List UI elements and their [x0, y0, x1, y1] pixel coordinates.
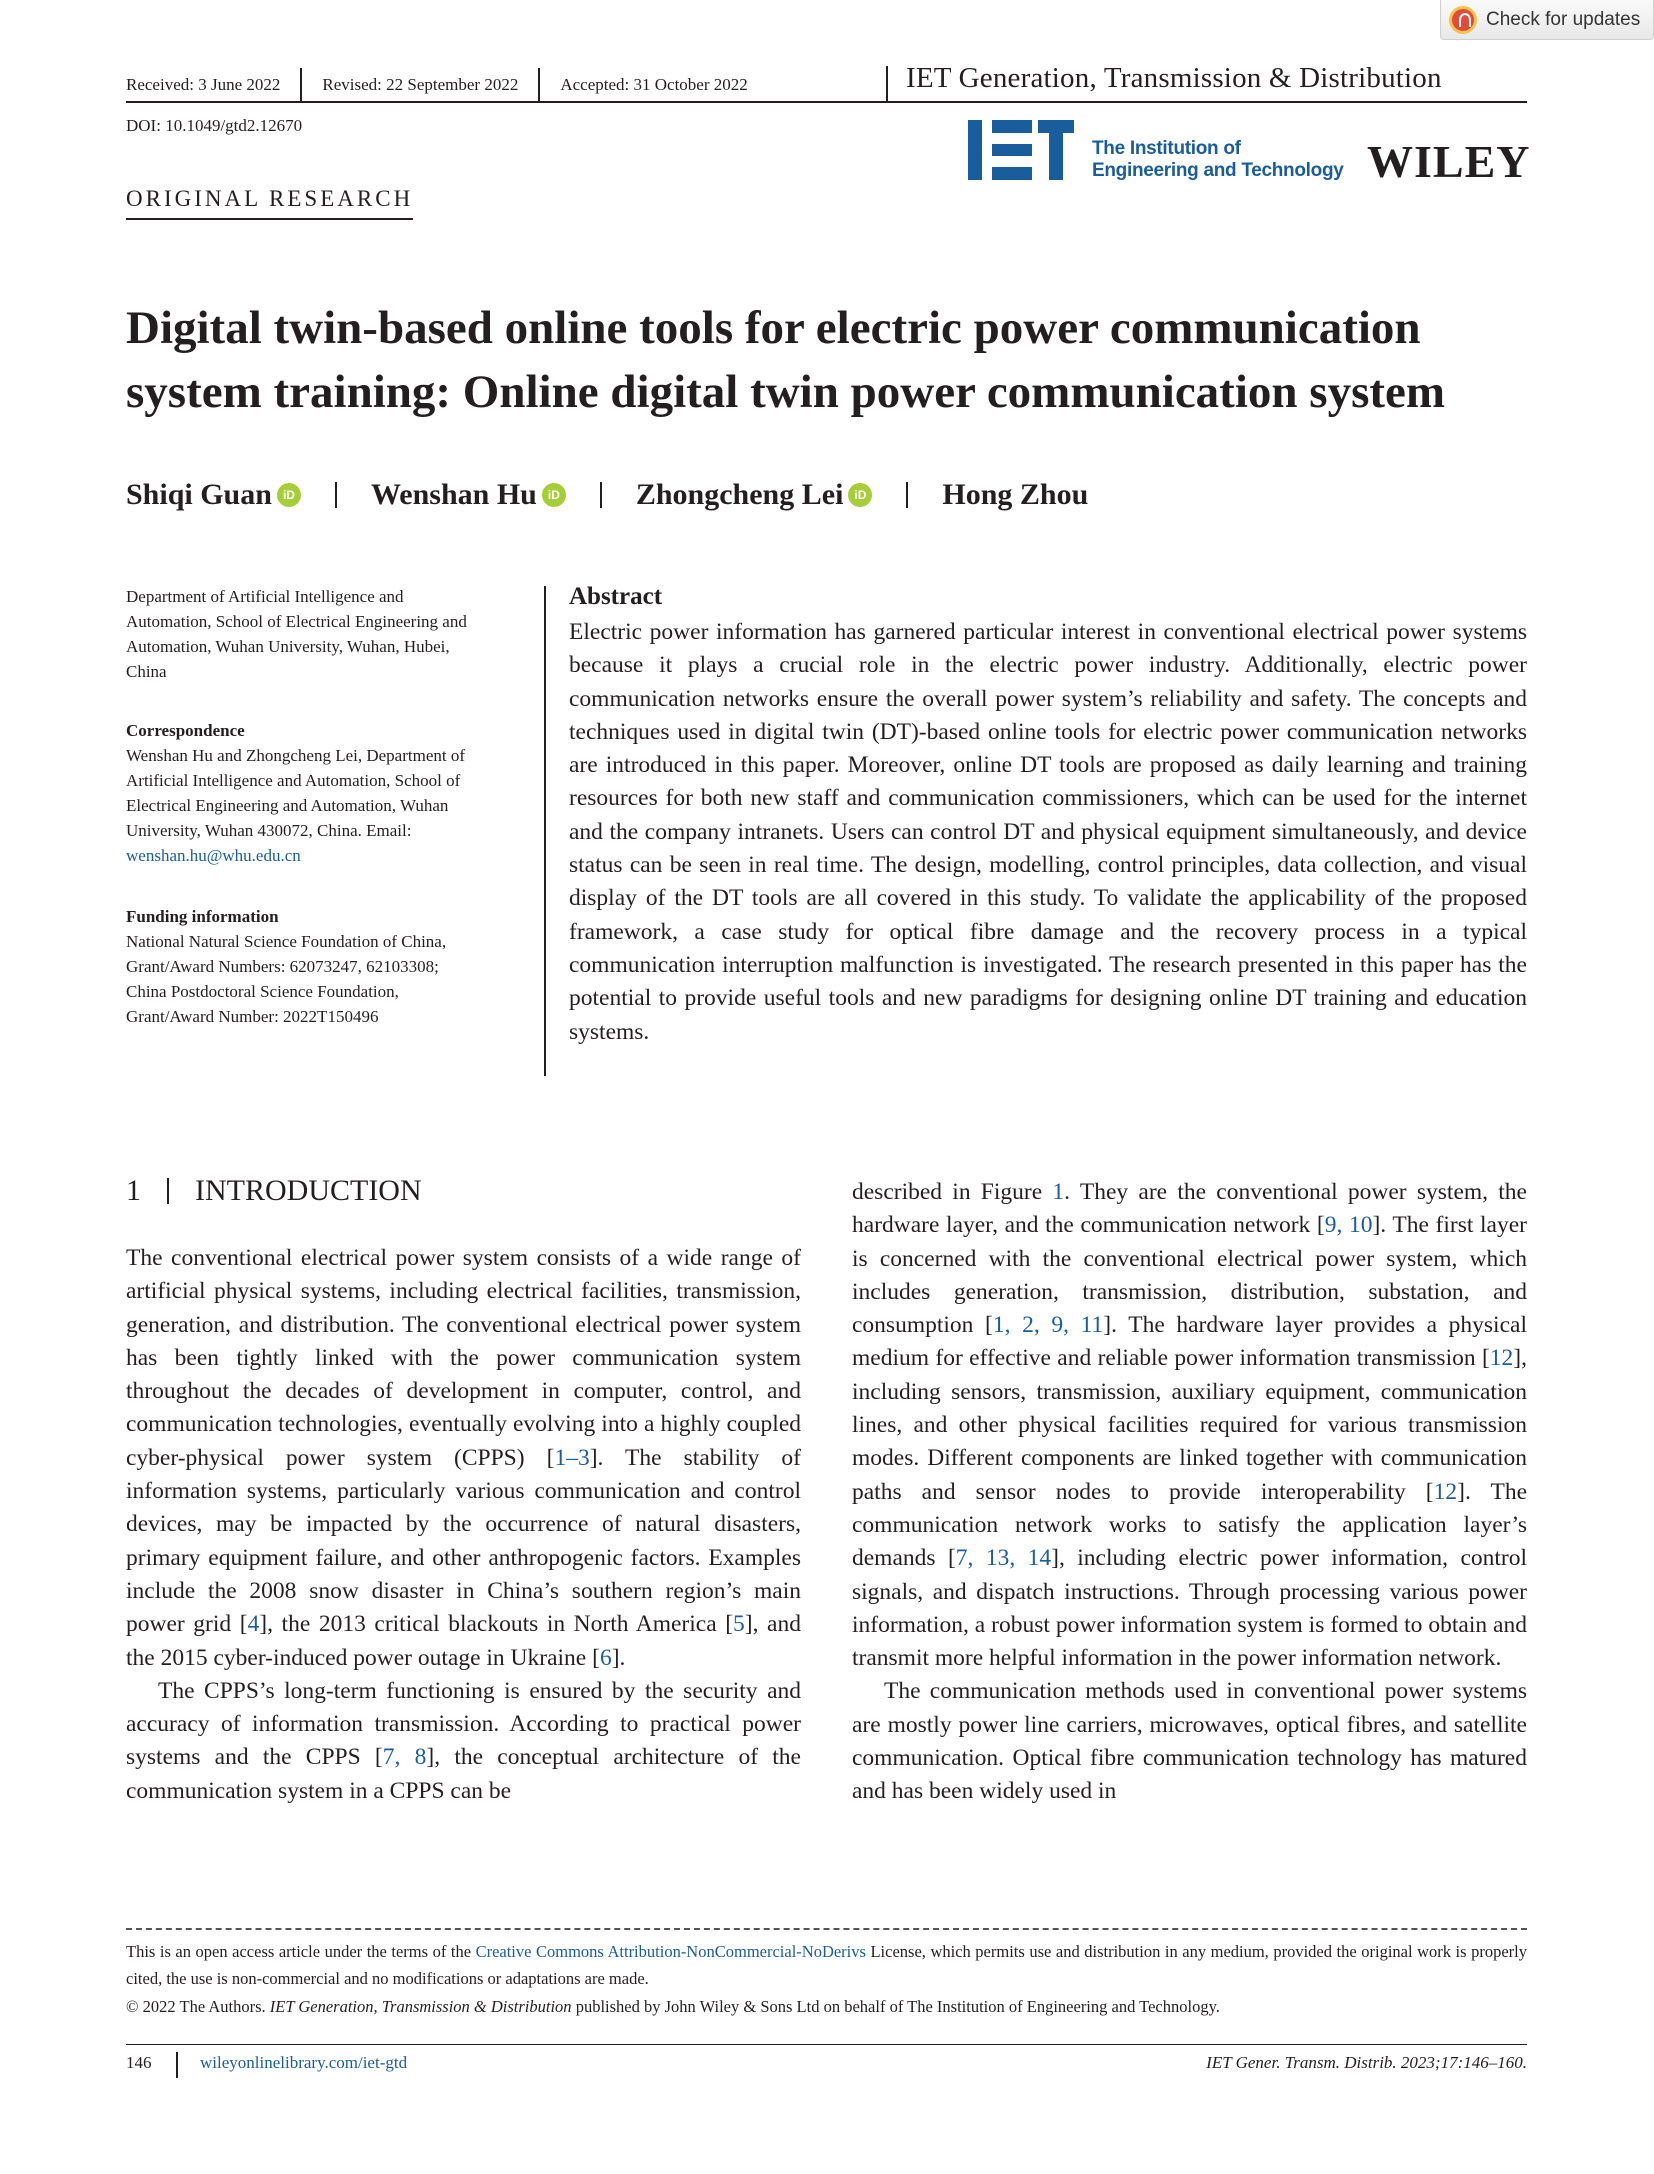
- author[interactable]: Shiqi Guan iD: [126, 478, 301, 512]
- divider: [176, 2052, 178, 2078]
- abstract-heading: Abstract: [569, 583, 663, 610]
- section-heading: 1 INTRODUCTION: [126, 1174, 422, 1207]
- copyright-notice: © 2022 The Authors. IET Generation, Transmission & Distribution published by John Wiley & Sons Ltd on behalf of The Institution of Engineering and Technology.: [126, 1997, 1220, 2016]
- divider: [906, 482, 908, 508]
- license-link[interactable]: Creative Commons Attribution-NonCommercial-NoDerivs: [475, 1942, 866, 1961]
- body-column-right: [852, 1176, 1527, 1809]
- citation-link[interactable]: 1–3: [554, 1444, 590, 1471]
- citation-link[interactable]: 7, 8: [382, 1744, 427, 1771]
- divider: [335, 482, 337, 508]
- paragraph: The CPPS’s long-term functioning is ensured by the security and accuracy of information transmission. According to practical power systems and the CPPS [7, 8], the conceptual architecture of the communication system in a CPPS can be: [126, 1677, 801, 1804]
- citation-link[interactable]: 7, 13, 14: [955, 1545, 1052, 1572]
- citation-link[interactable]: 4: [247, 1611, 260, 1638]
- check-updates-icon: [1449, 6, 1477, 34]
- received-date: Received: 3 June 2022: [126, 75, 281, 94]
- journal-url-link[interactable]: wileyonlinelibrary.com/iet-gtd: [200, 2053, 408, 2072]
- citation-link[interactable]: 12: [1489, 1345, 1514, 1372]
- abstract-rule: [544, 586, 546, 1076]
- divider: [600, 482, 602, 508]
- doi[interactable]: DOI: 10.1049/gtd2.12670: [126, 116, 303, 135]
- correspondence-heading: Correspondence: [126, 721, 245, 740]
- body-column-left: [126, 1242, 801, 1808]
- journal-title: IET Generation, Transmission & Distribution: [906, 62, 1442, 94]
- header-rule: [126, 101, 886, 103]
- accepted-date: Accepted: 31 October 2022: [560, 75, 748, 94]
- author-list: [126, 478, 1088, 512]
- iet-logo: [968, 120, 1074, 180]
- citation-link[interactable]: 9, 10: [1324, 1212, 1373, 1239]
- funding-heading: Funding information: [126, 907, 279, 926]
- correspondence: Correspondence Wenshan Hu and Zhongcheng Lei, Department of Artificial Intelligence and Automation, School of Electrical Engineering and Automation, Wuhan University, Wuhan 430072, China. Email: wenshan.hu@whu.edu.cn: [126, 718, 516, 868]
- footer-rule: [126, 2044, 1527, 2045]
- article-title: Digital twin-based online tools for electric power communication system training: Online digital twin power communication system: [126, 302, 1446, 418]
- paragraph: The conventional electrical power system consists of a wide range of artificial physical systems, including electrical facilities, transmission, generation, and distribution. The conventional electrical power system has been tightly linked with the power communication system throughout the decades of development in computer, control, and communication technologies, eventually evolving into a highly coupled cyber-physical power system (CPPS) [1–3]. The stability of information systems, particularly various communication and control devices, may be impacted by the occurrence of natural disasters, primary equipment failure, and other anthropogenic factors. Examples include the 2008 snow disaster in China’s southern region’s main power grid [4], the 2013 critical blackouts in North America [5], and the 2015 cyber-induced power outage in Ukraine [6].: [126, 1245, 802, 1671]
- divider: [886, 66, 888, 102]
- affiliation: Department of Artificial Intelligence and Automation, School of Electrical Engineering and Automation, Wuhan University, Wuhan, Hubei, China: [126, 587, 467, 681]
- article-dates: [126, 70, 748, 100]
- citation-link[interactable]: 1, 2, 9, 11: [992, 1312, 1104, 1339]
- citation-link[interactable]: 5: [733, 1611, 745, 1638]
- author[interactable]: Zhongcheng Lei iD: [636, 478, 873, 512]
- funding-information: Funding information National Natural Science Foundation of China, Grant/Award Numbers: 62073247, 62103308; China Postdoctoral Science Foundation, Grant/Award Number: 2022T150496: [126, 904, 516, 1029]
- citation-link[interactable]: 6: [599, 1644, 612, 1671]
- section-label: ORIGINAL RESEARCH: [126, 186, 413, 220]
- header-rule: [886, 101, 1527, 103]
- citation-link[interactable]: 12: [1433, 1478, 1458, 1505]
- author[interactable]: Wenshan Hu iD: [371, 478, 566, 512]
- iet-logo-text: The Institution of Engineering and Technology: [1092, 138, 1344, 181]
- orcid-icon[interactable]: iD: [542, 483, 566, 507]
- revised-date: Revised: 22 September 2022: [322, 75, 519, 94]
- divider: [300, 68, 302, 102]
- footer-divider: [126, 1928, 1527, 1930]
- figure-link[interactable]: 1: [1052, 1179, 1065, 1205]
- check-updates-label: Check for updates: [1486, 8, 1641, 30]
- divider: [538, 68, 540, 102]
- page-number: 146: [126, 2053, 152, 2072]
- citation-line: IET Gener. Transm. Distrib. 2023;17:146–160.: [1206, 2053, 1527, 2072]
- abstract-text: Electric power information has garnered particular interest in conventional electrical power systems because it plays a crucial role in the electric power industry. Additionally, electric power communication networks ensure the overall power system’s reliability and safety. The concepts and techniques used in digital twin (DT)-based online tools for electric power communication networks are introduced in this paper. Moreover, online DT tools are proposed as daily learning and training resources for both new staff and communication commissioners, which can be used for the internet and the company intranets. Users can control DT and physical equipment simultaneously, and device status can be seen in real time. The design, modelling, control principles, data collection, and visual display of the DT tools are all covered in this study. To validate the applicability of the proposed framework, a case study for optical fibre damage and the recovery process in a typical communication interruption malfunction is investigated. The research presented in this paper has the potential to provide useful tools and new paradigms for designing online DT training and education systems.: [569, 619, 1527, 1045]
- orcid-icon[interactable]: iD: [277, 483, 301, 507]
- email-link[interactable]: wenshan.hu@whu.edu.cn: [126, 846, 301, 865]
- check-for-updates-button[interactable]: [1440, 0, 1654, 40]
- orcid-icon[interactable]: iD: [848, 483, 872, 507]
- paragraph: described in Figure 1. They are the conventional power system, the hardware layer, and the communication network [9, 10]. The first layer is concerned with the conventional electrical power system, which includes generation, transmission, distribution, substation, and consumption [1, 2, 9, 11]. The hardware layer provides a physical medium for effective and reliable power information transmission [12], including sensors, transmission, auxiliary equipment, communication lines, and other physical facilities required for various transmission modes. Different components are linked together with communication paths and sensor nodes to provide interoperability [12]. The communication network works to satisfy the application layer’s demands [7, 13, 14], including electric power information, control signals, and dispatch instructions. Through processing various power information, a robust power information system is formed to obtain and transmit more helpful information in the power information network.: [852, 1179, 1528, 1672]
- paragraph: The communication methods used in conventional power systems are mostly power line carriers, microwaves, optical fibres, and satellite communication. Optical fibre communication technology has matured and has been widely used in: [852, 1678, 1527, 1805]
- wiley-logo: WILEY: [1367, 136, 1531, 187]
- author[interactable]: Hong Zhou: [942, 478, 1089, 511]
- license-notice: This is an open access article under the terms of the Creative Commons Attribution-NonCommercial-NoDerivs License, which permits use and distribution in any medium, provided the original work is properly cited, the use is non-commercial and no modifications or adaptations are made.: [126, 1942, 1527, 1988]
